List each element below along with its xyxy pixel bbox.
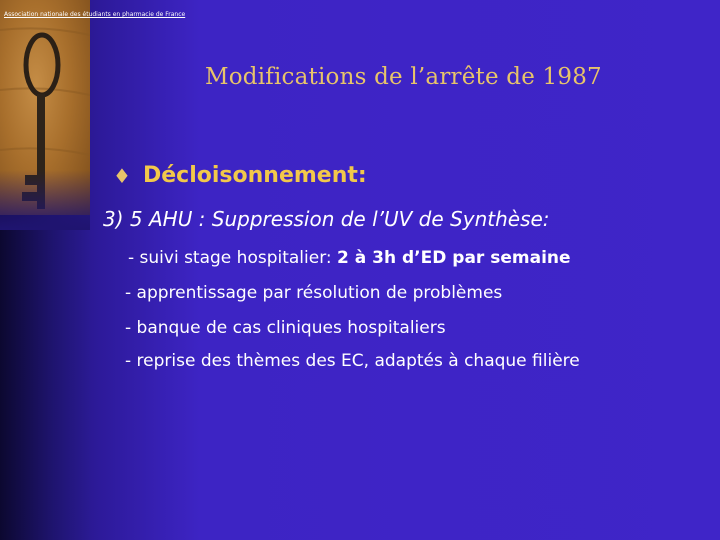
- bullet-heading-row: [113, 163, 367, 188]
- list-item: [128, 248, 571, 268]
- organization-link[interactable]: Association nationale des étudiants en pharmacie de France: [4, 11, 186, 18]
- list-item-text: - reprise des thèmes des EC, adaptés à chaque filière: [125, 351, 580, 371]
- list-item-bold: 2 à 3h d’ED par semaine: [337, 248, 571, 268]
- list-item-text: - apprentissage par résolution de problèmes: [125, 283, 503, 303]
- list-item: [125, 318, 446, 338]
- list-item-text: - suivi stage hospitalier:: [128, 248, 338, 268]
- photo-fade: [0, 170, 90, 230]
- diamond-bullet-icon: ♦: [113, 163, 131, 188]
- list-item-text: - banque de cas cliniques hospitaliers: [125, 318, 446, 338]
- list-item: [125, 283, 502, 303]
- list-item: [125, 351, 580, 371]
- subheading: 3) 5 AHU : Suppression de l’UV de Synthèse:: [103, 207, 550, 231]
- section-heading: Décloisonnement:: [143, 163, 367, 188]
- slide-title: Modifications de l’arrête de 1987: [205, 64, 602, 90]
